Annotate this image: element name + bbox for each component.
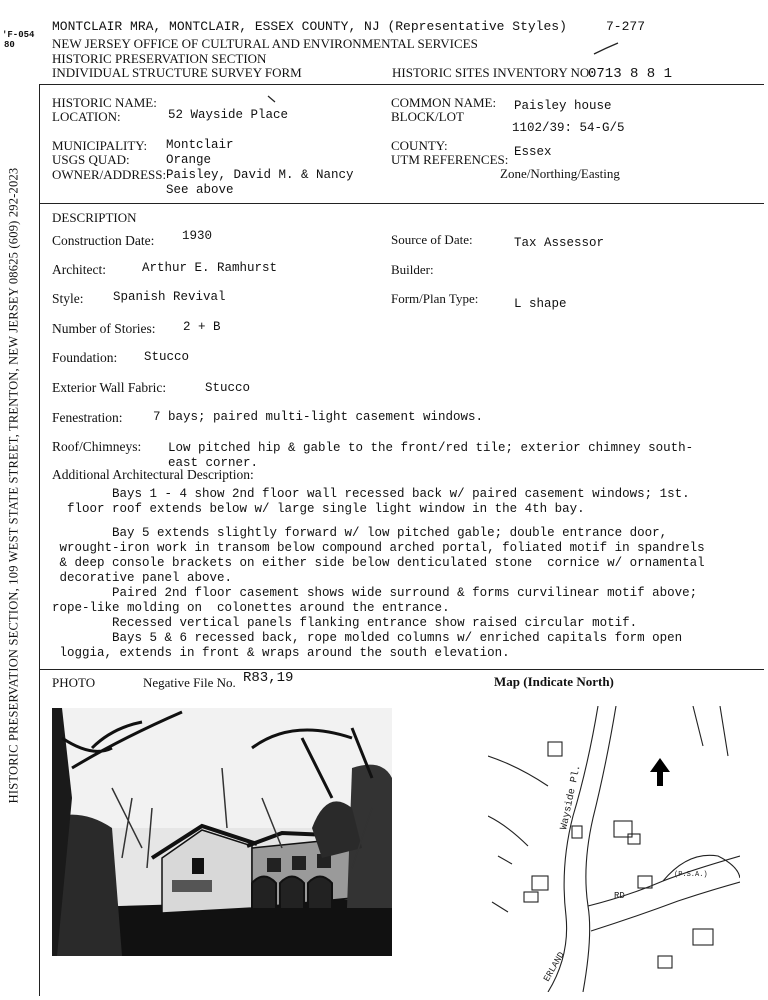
inventory-label: HISTORIC SITES INVENTORY NO. [392, 65, 593, 80]
negative-label: Negative File No. [143, 675, 236, 690]
negative-value: R83,19 [243, 670, 294, 686]
form-label: Form/Plan Type: [391, 291, 479, 306]
pen-mark [592, 40, 622, 58]
stories-value: 2 + B [183, 320, 221, 334]
source-value: Tax Assessor [514, 236, 605, 250]
zone-label: Zone/Northing/Easting [500, 166, 620, 181]
style-value: Spanish Revival [113, 290, 226, 304]
sidebar-address: HISTORIC PRESERVATION SECTION, 109 WEST STATE STREET, TRENTON, NEW JERSEY 08625 (609) 292-2023 [6, 167, 21, 804]
common-name-label: COMMON NAME: [391, 95, 497, 110]
foundation-label: Foundation: [52, 350, 118, 365]
map-street-2: RD [614, 891, 625, 901]
usgs-label: USGS QUAD: [52, 152, 130, 167]
left-border [39, 84, 40, 996]
photo-label: PHOTO [52, 675, 96, 690]
location-value: 52 Wayside Place [168, 108, 289, 122]
owner-address-value: See above [166, 183, 234, 197]
description-heading: DESCRIPTION [52, 210, 137, 225]
divider-bottom [40, 669, 764, 670]
architect-label: Architect: [52, 262, 106, 277]
construction-value: 1930 [182, 229, 213, 243]
source-label: Source of Date: [391, 232, 473, 247]
common-name-value: Paisley house [514, 99, 612, 113]
block-lot-value: 1102/39: 54-G/5 [512, 121, 625, 135]
municipality-value: Montclair [166, 138, 234, 152]
location-label: LOCATION: [52, 109, 121, 124]
header-line-4: INDIVIDUAL STRUCTURE SURVEY FORM [52, 65, 302, 80]
divider-middle [40, 203, 764, 204]
architect-value: Arthur E. Ramhurst [142, 261, 278, 275]
fenestration-label: Fenestration: [52, 410, 123, 425]
construction-label: Construction Date: [52, 233, 155, 248]
map-note: (P.S.A.) [674, 871, 708, 879]
additional-label: Additional Architectural Description: [52, 467, 254, 482]
corner-code: 'F-054 [2, 30, 35, 40]
header-line-1: MONTCLAIR MRA, MONTCLAIR, ESSEX COUNTY, NJ (Representative Styles) [52, 19, 567, 34]
municipality-label: MUNICIPALITY: [52, 138, 148, 153]
map-street-1: Wayside Pl. [559, 763, 584, 831]
wall-label: Exterior Wall Fabric: [52, 380, 167, 395]
owner-value: Paisley, David M. & Nancy [166, 168, 354, 182]
tick-mark [266, 94, 278, 104]
header-line-2: NEW JERSEY OFFICE OF CULTURAL AND ENVIRONMENTAL SERVICES [52, 36, 478, 51]
wall-value: Stucco [205, 381, 251, 395]
fenestration-value: 7 bays; paired multi-light casement windows. [153, 410, 484, 424]
location-map [488, 706, 740, 992]
roof-label: Roof/Chimneys: [52, 439, 142, 454]
additional-paragraph-1: Bays 1 - 4 show 2nd floor wall recessed back w/ paired casement windows; 1st. floor roof extends below w/ large single light window in the 4th bay. [67, 487, 690, 516]
county-value: Essex [514, 145, 552, 159]
historic-name-label: HISTORIC NAME: [52, 95, 157, 110]
block-lot-label: BLOCK/LOT [391, 109, 464, 124]
form-number: 7-277 [606, 19, 646, 34]
county-label: COUNTY: [391, 138, 448, 153]
stories-label: Number of Stories: [52, 321, 156, 336]
corner-code-2: 80 [4, 40, 15, 50]
inventory-value: 0713 8 8 1 [588, 66, 673, 82]
house-photo [52, 708, 392, 956]
map-label: Map (Indicate North) [494, 674, 614, 689]
additional-paragraph-2: Bay 5 extends slightly forward w/ low pitched gable; double entrance door, wrought-iron work in transom below compound arched portal, foliated motif in spandrels & deep console brackets on either side below denticulated stone cornice w/ ornamental decorative panel above. Paired 2nd floor casement shows wide surround & forms curvilinear motif above; rope-like molding on colonettes around the entrance. Recessed vertical panels flanking entrance show raised circular motif. Bays 5 & 6 recessed back, rope molded columns w/ enriched capitals form open loggia, extends in front & wraps around the south elevation. [52, 526, 705, 660]
owner-label: OWNER/ADDRESS: [52, 167, 167, 182]
divider-top [40, 84, 764, 85]
header-line-3: HISTORIC PRESERVATION SECTION [52, 51, 267, 66]
utm-label: UTM REFERENCES: [391, 152, 509, 167]
map-street-3: ERLAND [541, 950, 567, 984]
roof-value-1: Low pitched hip & gable to the front/red tile; exterior chimney south- [168, 441, 694, 455]
foundation-value: Stucco [144, 350, 190, 364]
style-label: Style: [52, 291, 84, 306]
form-value: L shape [514, 297, 567, 311]
roof-value-2: east corner. [168, 456, 259, 470]
builder-label: Builder: [391, 262, 434, 277]
usgs-value: Orange [166, 153, 212, 167]
